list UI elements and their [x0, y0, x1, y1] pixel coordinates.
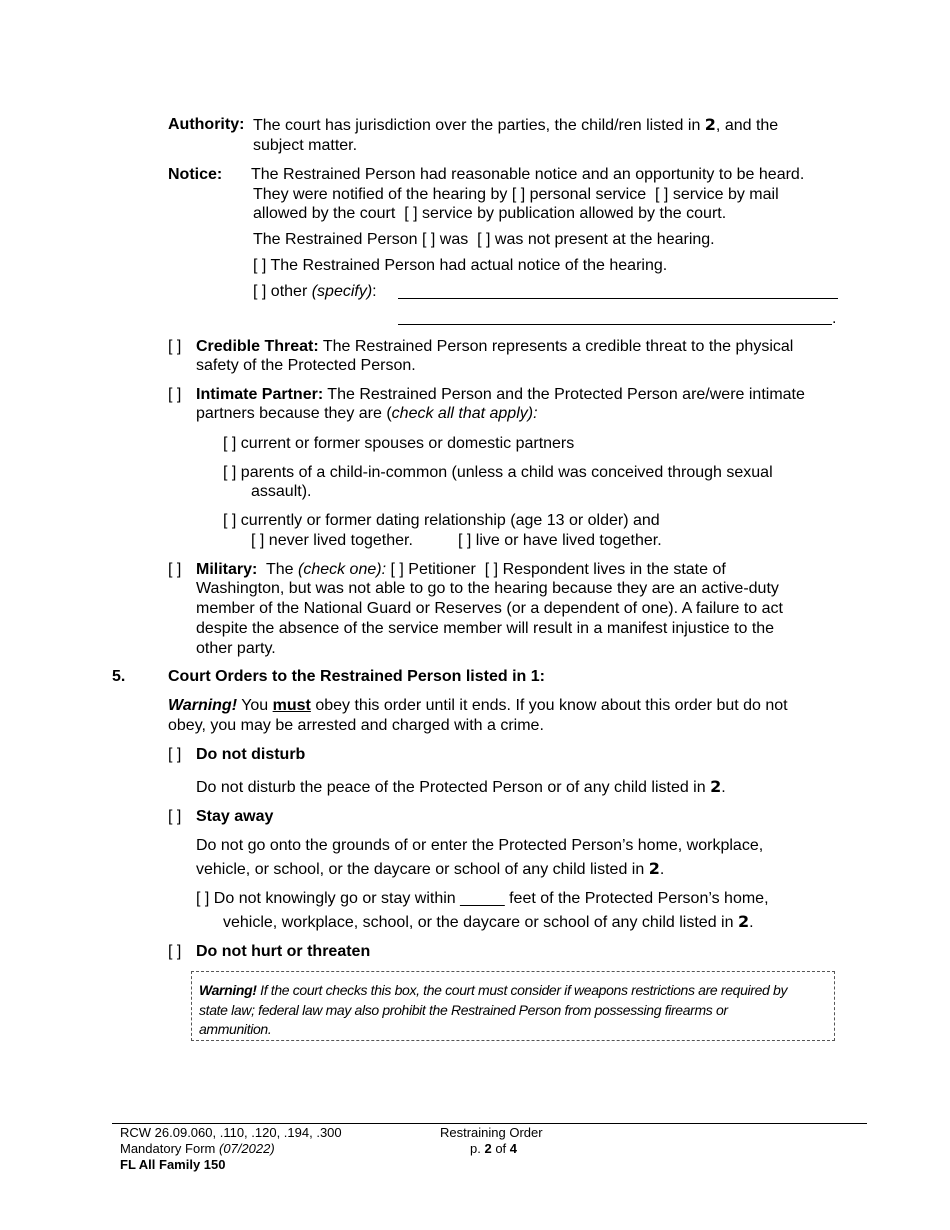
never-lived-row	[251, 531, 413, 550]
section5-warning-label: Warning!	[168, 697, 238, 714]
lived-label: live or have lived together.	[475, 532, 662, 549]
other-specify: (specify)	[311, 283, 373, 300]
credible-threat-checkbox[interactable]: [ ]	[168, 338, 182, 355]
personal-service-label: personal service	[529, 186, 647, 203]
lived-checkbox[interactable]: [ ]	[458, 532, 472, 549]
never-lived-label: never lived together.	[268, 532, 413, 549]
do-not-hurt-label: Do not hurt or threaten	[196, 943, 371, 960]
footer-page-of: of	[495, 1141, 507, 1156]
service-by-mail-label: service by mail	[672, 186, 779, 203]
stay-away-text2b: .	[659, 861, 665, 878]
was-not-present-checkbox[interactable]: [ ]	[477, 231, 491, 248]
stay-within-text2a: vehicle, workplace, school, or the daycare or school of any child listed in	[223, 914, 738, 931]
notice-line3	[253, 204, 726, 223]
military-the: The	[265, 561, 294, 578]
was-present-label: was	[439, 231, 469, 248]
stay-within-feet-field[interactable]: _____	[460, 890, 505, 907]
notice-line3-text: allowed by the court	[253, 205, 396, 222]
weapons-warning-text1: If the court checks this box, the court must consider if weapons restrictions are required by	[260, 982, 788, 998]
notice-label: Notice:	[168, 166, 223, 183]
service-by-publication-label: service by publication allowed by the court.	[422, 205, 727, 222]
credible-threat-text2: safety of the Protected Person.	[196, 357, 416, 374]
other-row	[253, 282, 377, 301]
was-present-checkbox[interactable]: [ ]	[421, 231, 436, 248]
stay-within-ref: 2	[737, 912, 750, 931]
parents-row	[223, 463, 773, 482]
footer-page-prefix: p.	[470, 1141, 481, 1156]
footer-rcw: RCW 26.09.060, .110, .120, .194, .300	[120, 1125, 342, 1140]
footer-form-id: FL All Family 150	[120, 1157, 226, 1172]
credible-threat-text	[196, 337, 793, 356]
intimate-partner-text2a: partners because they are (	[196, 405, 392, 422]
stay-within-text2b: .	[749, 914, 754, 931]
section5-warning-must: must	[272, 697, 311, 714]
authority-label: Authority:	[168, 116, 245, 133]
footer-page-num: 2	[484, 1141, 492, 1156]
notice-line2-text: They were notified of the hearing by	[253, 186, 508, 203]
do-not-hurt-checkbox[interactable]: [ ]	[168, 943, 182, 960]
stay-away-text2a: vehicle, or school, or the daycare or school of any child listed in	[196, 861, 649, 878]
actual-notice-row	[253, 256, 667, 275]
service-by-mail-checkbox[interactable]: [ ]	[655, 186, 669, 203]
stay-within-checkbox[interactable]: [ ]	[196, 890, 210, 907]
intimate-partner-text	[196, 385, 805, 404]
do-not-disturb-text-b: .	[721, 779, 726, 796]
weapons-warning-label: Warning!	[199, 982, 257, 998]
weapons-warning-text3: ammunition.	[199, 1021, 272, 1037]
stay-away-row	[168, 807, 181, 826]
authority-text-a: The court has jurisdiction over the parties, the child/ren listed in	[253, 117, 705, 134]
weapons-warning-line1	[199, 981, 829, 1001]
presence-row	[253, 230, 715, 249]
do-not-disturb-checkbox[interactable]: [ ]	[168, 746, 182, 763]
personal-service-checkbox[interactable]: [ ]	[511, 186, 526, 203]
weapons-warning-text2: state law; federal law may also prohibit the Restrained Person from possessing firearms or	[199, 1001, 728, 1018]
military-line5: other party.	[196, 640, 276, 657]
lived-row	[458, 531, 662, 550]
footer-rule	[112, 1123, 867, 1124]
stay-within-line2	[223, 912, 754, 932]
dating-row	[223, 511, 660, 530]
respondent-checkbox[interactable]: [ ]	[484, 561, 499, 578]
notice-line1: The Restrained Person had reasonable notice and an opportunity to be heard.	[251, 166, 805, 183]
credible-threat-row	[168, 337, 181, 356]
intimate-partner-checkbox[interactable]: [ ]	[168, 386, 182, 403]
parents-label: parents of a child-in-common (unless a child was conceived through sexual	[240, 464, 773, 481]
actual-notice-label: The Restrained Person had actual notice of the hearing.	[270, 257, 668, 274]
authority-line2: subject matter.	[253, 137, 358, 154]
actual-notice-checkbox[interactable]: [ ]	[253, 257, 267, 274]
stay-away-label: Stay away	[196, 808, 274, 825]
dating-checkbox[interactable]: [ ]	[223, 512, 237, 529]
other-checkbox[interactable]: [ ]	[253, 283, 267, 300]
section5-title: Court Orders to the Restrained Person listed in 1:	[168, 668, 545, 685]
dating-label: currently or former dating relationship (age 13 or older) and	[240, 512, 660, 529]
petitioner-checkbox[interactable]: [ ]	[390, 561, 404, 578]
stay-within-text-a: Do not knowingly go or stay within	[213, 890, 456, 907]
section5-number: 5.	[112, 668, 126, 685]
do-not-disturb-text-a: Do not disturb the peace of the Protected Person or of any child listed in	[196, 779, 711, 796]
footer-form-title: Restraining Order	[440, 1125, 543, 1140]
stay-away-checkbox[interactable]: [ ]	[168, 808, 182, 825]
credible-threat-text1: The Restrained Person represents a credible threat to the physical	[322, 338, 794, 355]
presence-text: The Restrained Person	[253, 231, 418, 248]
stay-away-ref: 2	[648, 859, 660, 878]
do-not-disturb-row	[168, 745, 181, 764]
service-by-publication-checkbox[interactable]: [ ]	[404, 205, 418, 222]
military-checkbox[interactable]: [ ]	[168, 561, 182, 578]
other-label: other	[270, 283, 308, 300]
parents-label-2: assault).	[251, 483, 312, 500]
never-lived-checkbox[interactable]: [ ]	[251, 532, 265, 549]
was-not-present-label: was not present at the hearing.	[494, 231, 715, 248]
parents-checkbox[interactable]: [ ]	[223, 464, 237, 481]
do-not-disturb-ref: 2	[710, 777, 722, 796]
intimate-partner-checkbox-wrap	[168, 385, 181, 404]
military-label: Military:	[196, 561, 258, 578]
other-specify-field-2[interactable]	[398, 324, 832, 325]
intimate-partner-text1: The Restrained Person and the Protected Person are/were intimate	[327, 386, 805, 403]
military-line4: despite the absence of the service member will result in a manifest injustice to the	[196, 620, 775, 637]
authority-text-b: , and the	[715, 117, 779, 134]
footer-mandatory-date: (07/2022)	[219, 1141, 275, 1156]
intimate-partner-text2b: check all that apply):	[391, 405, 538, 422]
spouses-checkbox[interactable]: [ ]	[223, 435, 237, 452]
weapons-warning-text	[199, 981, 829, 1040]
military-line3: member of the National Guard or Reserves (or a dependent of one). A failure to act	[196, 600, 783, 617]
other-period: .	[832, 310, 837, 327]
footer-page-total: 4	[509, 1141, 518, 1156]
section5-warning-a: You	[241, 697, 269, 714]
footer-page	[470, 1141, 517, 1157]
military-check-one: (check one):	[297, 561, 387, 578]
stay-within-text-b: feet of the Protected Person’s home,	[509, 890, 769, 907]
credible-threat-label: Credible Threat:	[196, 338, 319, 355]
intimate-partner-text2	[196, 404, 538, 423]
footer-mandatory	[120, 1141, 275, 1157]
spouses-row	[223, 434, 574, 453]
military-line1	[196, 560, 726, 579]
do-not-disturb-text	[196, 777, 726, 797]
military-line2: Washington, but was not able to go to the hearing because they are an active-duty	[196, 580, 779, 597]
other-specify-field[interactable]	[398, 298, 838, 299]
military-checkbox-wrap	[168, 560, 181, 579]
petitioner-label: Petitioner	[408, 561, 476, 578]
do-not-disturb-label: Do not disturb	[196, 746, 306, 763]
do-not-hurt-row	[168, 942, 181, 961]
stay-within-row	[196, 889, 769, 908]
notice-line2	[253, 185, 779, 204]
spouses-label: current or former spouses or domestic partners	[240, 435, 575, 452]
section5-warning-line1	[168, 696, 788, 715]
authority-ref: 2	[704, 115, 716, 134]
section5-warning-b: obey this order until it ends. If you know about this order but do not	[315, 697, 788, 714]
stay-away-text2	[196, 859, 664, 879]
authority-row	[168, 115, 244, 134]
intimate-partner-label: Intimate Partner:	[196, 386, 324, 403]
respondent-label: Respondent lives in the state of	[502, 561, 726, 578]
section5-warning-line2: obey, you may be arrested and charged with a crime.	[168, 717, 544, 734]
footer-mandatory-text: Mandatory Form	[120, 1141, 216, 1156]
other-colon: :	[372, 283, 377, 300]
stay-away-text1: Do not go onto the grounds of or enter the Protected Person’s home, workplace,	[196, 837, 764, 854]
authority-text	[253, 115, 778, 135]
